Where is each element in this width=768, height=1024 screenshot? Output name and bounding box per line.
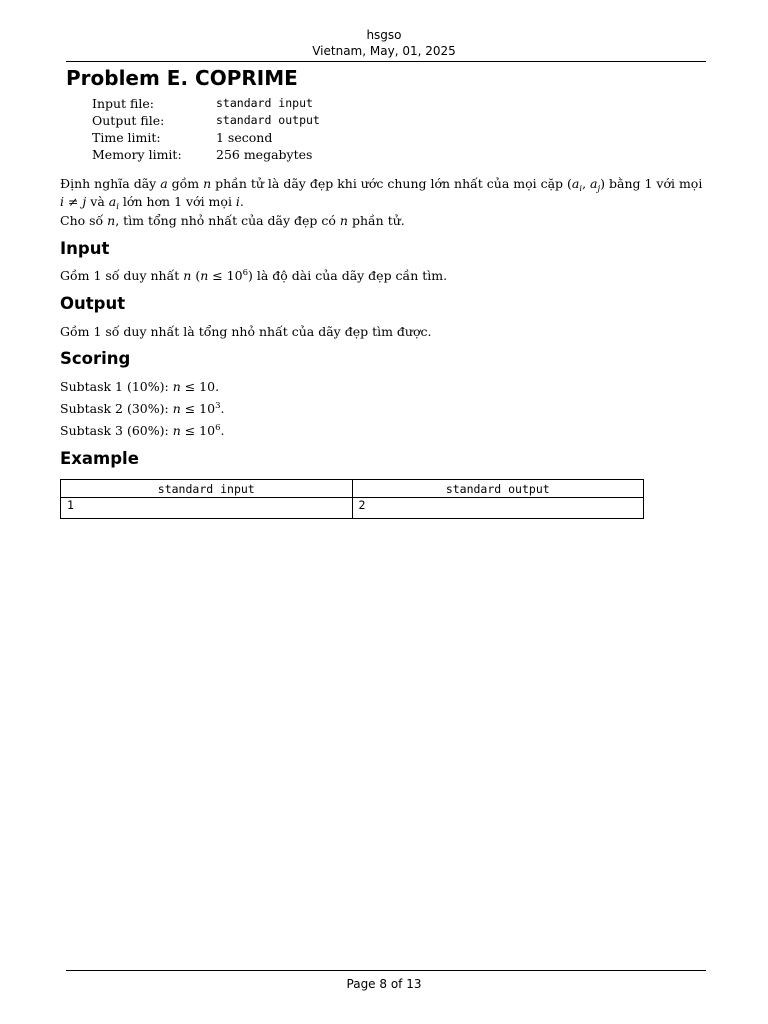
example-output-header: standard output: [352, 480, 644, 498]
math-var: n: [107, 213, 116, 228]
math-bound: ≤ 10: [208, 268, 243, 283]
math-var: n: [183, 268, 192, 283]
header-divider: [66, 61, 706, 62]
input-description: [60, 267, 708, 285]
math-exponent: 6: [215, 423, 221, 433]
statement-text: .: [239, 194, 244, 209]
page-number: Page 8 of 13: [346, 977, 422, 991]
header-location-date: Vietnam, May, 01, 2025: [312, 44, 456, 58]
math-var: a: [160, 176, 168, 191]
output-heading: Output: [60, 294, 126, 313]
memory-limit-label: Memory limit:: [92, 147, 182, 162]
problem-title: Problem E. COPRIME: [66, 66, 298, 90]
statement-text: Cho số: [60, 213, 108, 228]
table-row: [61, 498, 644, 519]
output-file-label: Output file:: [92, 113, 165, 128]
output-file-row: [92, 112, 320, 129]
time-limit-value: 1 second: [216, 130, 273, 145]
input-file-value: standard input: [216, 96, 313, 110]
input-text: Gồm 1 số duy nhất: [60, 268, 184, 283]
example-input-header: standard input: [61, 480, 353, 498]
memory-limit-value: 256 megabytes: [216, 147, 313, 162]
example-output-cell[interactable]: 2: [352, 498, 644, 519]
example-table: [60, 479, 644, 519]
math-var: n: [200, 268, 209, 283]
math-bound: ≤ 10: [180, 379, 216, 394]
statement-text: lớn hơn 1 với mọi: [118, 194, 236, 209]
input-file-row: [92, 95, 320, 112]
input-text: ) là độ dài của dãy đẹp cần tìm.: [248, 268, 448, 283]
header-contest-name: hsgso: [366, 28, 402, 42]
math-subscript: i: [116, 202, 119, 212]
subtask-end: .: [220, 423, 225, 438]
statement-text: và: [86, 194, 109, 209]
statement-text: phần tử.: [347, 213, 405, 228]
math-op: ≠: [64, 194, 83, 209]
math-var: n: [172, 379, 181, 394]
footer-divider: [66, 970, 706, 971]
time-limit-label: Time limit:: [92, 130, 161, 145]
statement-text: Định nghĩa dãy: [60, 176, 161, 191]
math-bound: ≤ 10: [180, 401, 216, 416]
output-file-value: standard output: [216, 113, 320, 127]
problem-limits: [92, 95, 320, 163]
math-subscript: i: [579, 184, 583, 194]
subtask-label: Subtask 2 (30%):: [60, 401, 173, 416]
scoring-heading: Scoring: [60, 349, 131, 368]
input-text: (: [191, 268, 201, 283]
statement-paragraph-1: [60, 175, 708, 211]
subtask-1: [60, 378, 708, 396]
input-heading: Input: [60, 239, 110, 258]
math-var: n: [172, 423, 181, 438]
math-exponent: 6: [242, 268, 249, 278]
page-header: [0, 27, 768, 59]
memory-limit-row: [92, 146, 320, 163]
math-var: n: [203, 176, 212, 191]
math-exponent: 3: [215, 401, 221, 411]
example-heading: Example: [60, 449, 139, 468]
statement-text: ) bằng 1 với mọi: [600, 176, 703, 191]
time-limit-row: [92, 129, 320, 146]
math-var: a: [590, 176, 598, 191]
math-var: n: [172, 401, 181, 416]
statement-text: gồm: [167, 176, 204, 191]
math-var: i: [235, 194, 240, 209]
math-var: a: [571, 176, 580, 191]
subtask-label: Subtask 1 (10%):: [60, 379, 173, 394]
statement-text: , tìm tổng nhỏ nhất của dãy đẹp có: [115, 213, 340, 228]
example-input-cell[interactable]: 1: [61, 498, 353, 519]
example-header-row: [61, 480, 644, 498]
math-var: a: [108, 194, 117, 209]
input-file-label: Input file:: [92, 96, 154, 111]
subtask-end: .: [220, 401, 225, 416]
subtask-2: [60, 400, 708, 418]
math-var: i: [60, 194, 64, 209]
math-var: j: [82, 194, 87, 209]
math-bound: ≤ 10: [180, 423, 216, 438]
statement-paragraph-2: [60, 212, 708, 230]
output-description: Gồm 1 số duy nhất là tổng nhỏ nhất của dãy đẹp tìm được.: [60, 324, 432, 339]
math-subscript: j: [597, 184, 601, 194]
statement-text: ,: [582, 176, 591, 191]
statement-text: phần tử là dãy đẹp khi ước chung lớn nhất của mọi cặp (: [211, 176, 572, 191]
subtask-end: .: [215, 379, 220, 394]
math-var: n: [339, 213, 348, 228]
subtask-3: [60, 422, 708, 440]
subtask-label: Subtask 3 (60%):: [60, 423, 173, 438]
